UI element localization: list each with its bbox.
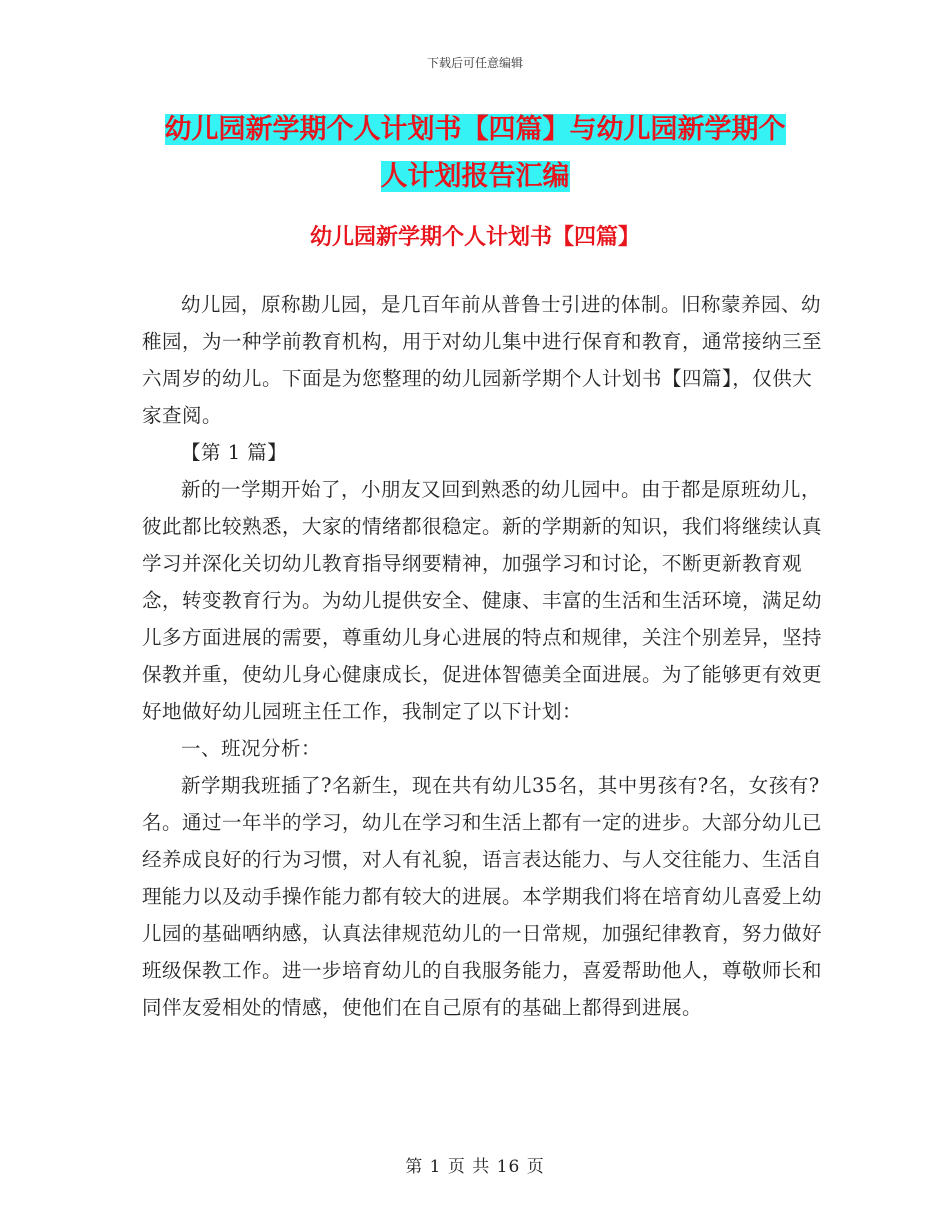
document-body	[142, 286, 822, 1026]
document-title-line1: 幼儿园新学期个人计划书【四篇】与幼儿园新学期个	[164, 114, 786, 145]
part-heading: 【第 1 篇】	[181, 441, 288, 464]
body-paragraph: 新的一学期开始了，小朋友又回到熟悉的幼儿园中。由于都是原班幼儿，彼此都比较熟悉，大家的情绪都很稳定。新的学期新的知识，我们将继续认真学习并深化关切幼儿教育指导纲要精神，加强学习和讨论，不断更新教育观念，转变教育行为。为幼儿提供安全、健康、丰富的生活和生活环境，满足幼儿多方面进展的需要，尊重幼儿身心进展的特点和规律，关注个别差异，坚持保教并重，使幼儿身心健康成长，促进体智德美全面进展。为了能够更有效更好地做好幼儿园班主任工作，我制定了以下计划：	[142, 478, 823, 723]
subsection-heading: 一、班况分析：	[181, 737, 322, 760]
document-title-line2: 人计划报告汇编	[380, 161, 570, 192]
intro-paragraph: 幼儿园，原称勘儿园，是几百年前从普鲁士引进的体制。旧称蒙养园、幼稚园，为一种学前教育机构，用于对幼儿集中进行保育和教育，通常接纳三至六周岁的幼儿。下面是为您整理的幼儿园新学期个人计划书【四篇】，仅供大家查阅。	[142, 293, 823, 427]
header-note: 下载后可任意编辑	[426, 56, 523, 70]
section-title: 幼儿园新学期个人计划书【四篇】	[309, 225, 640, 250]
body-paragraph: 新学期我班插了?名新生，现在共有幼儿35名，其中男孩有?名，女孩有?名。通过一年半的学习，幼儿在学习和生活上都有一定的进步。大部分幼儿已经养成良好的行为习惯，对人有礼貌，语言表达能力、与人交往能力、生活自理能力以及动手操作能力都有较大的进展。本学期我们将在培育幼儿喜爱上幼儿园的基础哂纳感，认真法律规范幼儿的一日常规，加强纪律教育，努力做好班级保教工作。进一步培育幼儿的自我服务能力，喜爱帮助他人，尊敬师长和同伴友爱相处的情感，使他们在自己原有的基础上都得到进展。	[142, 774, 823, 1019]
page-footer: 第 1 页 共 16 页	[405, 1157, 545, 1177]
document-title	[0, 106, 950, 200]
